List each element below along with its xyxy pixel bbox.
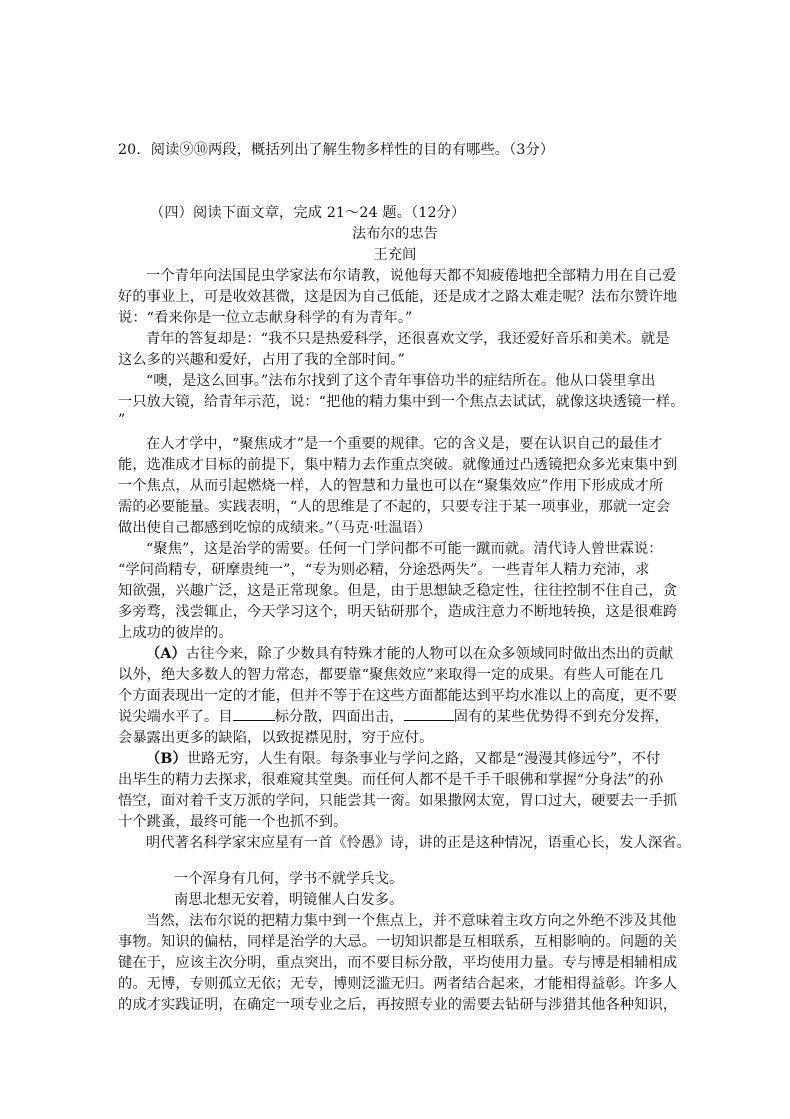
paragraph-line: 这么多的兴趣和爱好，占用了我的全部时间。” (118, 352, 406, 368)
paragraph-line: 知欲强，兴趣广泛，这是正常现象。但是，由于思想缺乏稳定性，往往控制不住自己，贪 (118, 583, 678, 599)
paragraph-line: 说：“看来你是一位立志献身科学的有为青年。” (118, 310, 413, 326)
fill-blank-1[interactable] (233, 706, 275, 721)
paragraph-line: “噢，是这么回事。”法布尔找到了这个青年事倍功半的症结所在。他从口袋里拿出 (146, 373, 656, 389)
paragraph-b-label: （B） (146, 751, 187, 767)
paragraph-line: 会暴露出更多的缺陷，以致捉襟见肘，穷于应付。 (118, 730, 434, 746)
paragraph-line: 键在于，应该主次分明，重点突出，而不要目标分散，平均使用力量。专与博是相辅相成 (118, 955, 678, 971)
paragraph-a-line: （A）古往今来，除了少数具有特殊才能的人物可以在众多领域同时做出杰出的贡献 (146, 646, 674, 662)
paragraph-line: 个方面表现出一定的才能，但并不等于在这些方面都能达到平均水准以上的高度，更不要 (118, 688, 678, 704)
paragraph-a-label: （A） (146, 646, 186, 662)
paragraph-line: “学问尚精专，研摩贵纯一”，“专为则必精，分途恐两失”。一些青年人精力充沛，求 (118, 562, 650, 578)
paragraph-line: 多旁骛，浅尝辄止，今天学习这个，明天钻研那个，造成注意力不断地转换，这是很难跨 (118, 604, 678, 620)
paragraph-line: 青年的答复却是：“我不只是热爱科学，还很喜欢文学，我还爱好音乐和美术。就是 (146, 331, 670, 347)
paragraph-line: 一只放大镜，给青年示范，说：“把他的精力集中到一个焦点去试试，就像这块透镜一样。 (118, 394, 685, 410)
paragraph-b-line: （B）世路无穷，人生有限。每条事业与学问之路，又都是“漫漫其修远兮”，不付 (146, 751, 661, 767)
paragraph-line: 做出使自己都感到吃惊的成绩来。”（马克·吐温语） (118, 520, 432, 536)
paragraph-line: “聚焦”，这是治学的需要。任何一门学问都不可能一蹴而就。清代诗人曾世霖说： (146, 541, 663, 557)
section-header: （四）阅读下面文章，完成 21～24 题。（12分） (150, 205, 466, 221)
poem-line: 南思北想无安着，明镜催人白发多。 (174, 892, 404, 908)
paragraph-line: 能，选准成才目标的前提下，集中精力去作重点突破。就像通过凸透镜把众多光束集中到 (118, 457, 678, 473)
paragraph-line: 在人才学中，“聚焦成才”是一个重要的规律。它的含义是，要在认识自己的最佳才 (146, 436, 663, 452)
paragraph-line: 明代著名科学家宋应星有一首《怜愚》诗，讲的正是这种情况，语重心长，发人深省。 (146, 835, 691, 851)
paragraph-line: 的。无博，专则孤立无依；无专，博则泛滥无归。两者结合起来，才能相得益彰。许多人 (118, 976, 678, 992)
paragraph-line: 的成才实践证明，在确定一项专业之后，再按照专业的需要去钻研与涉猎其他各种知识， (118, 997, 678, 1013)
paragraph-line: 一个焦点，从而引起燃烧一样，人的智慧和力量也可以在“聚集效应”作用下形成成才所 (118, 478, 664, 494)
paragraph-line: 好的事业上，可是收效甚微，这是因为自己低能，还是成才之路太难走呢？法布尔赞许地 (118, 289, 678, 305)
article-title: 法布尔的忠告 (351, 226, 439, 242)
paragraph-line: 出毕生的精力去探求，很难窥其堂奥。而任何人都不是千手千眼佛和掌握“分身法”的孙 (118, 772, 664, 788)
fill-blank-2[interactable] (404, 706, 454, 721)
paragraph-line: 上成功的彼岸的。 (118, 625, 233, 641)
poem-line: 一个浑身有几何，学书不就学兵戈。 (174, 871, 404, 887)
paragraph-line: 当然，法布尔说的把精力集中到一个焦点上，并不意味着主攻方向之外绝不涉及其他 (146, 913, 677, 929)
paragraph-line: 一个青年向法国昆虫学家法布尔请教，说他每天都不知疲倦地把全部精力用在自己爱 (146, 268, 677, 284)
paragraph-line: 十个跳蚤，最终可能一个也抓不到。 (118, 814, 348, 830)
paragraph-line: 悟空，面对着千支万派的学问，只能尝其一脔。如果撒网太宽，胃口过大，硬要去一手抓 (118, 793, 678, 809)
paragraph-line: 以外，绝大多数人的智力常态，都要靠“聚焦效应”来取得一定的成果。有些人可能在几 (118, 667, 664, 683)
question-20: 20．阅读⑨⑩两段，概括列出了解生物多样性的目的有哪些。（3分） (118, 142, 555, 158)
paragraph-line: 事物。知识的偏枯，同样是治学的大忌。一切知识都是互相联系，互相影响的。问题的关 (118, 934, 678, 950)
paragraph-line-with-blanks: 说尖端水平了。目 标分散，四面出击， 固有的某些优势得不到充分发挥， (118, 706, 669, 728)
article-author: 王充闾 (373, 247, 417, 263)
paragraph-line: 需的必要能量。实践表明，“人的思维是了不起的，只要专注于某一项事业，那就一定会 (118, 499, 671, 515)
paragraph-line: ” (118, 412, 126, 428)
